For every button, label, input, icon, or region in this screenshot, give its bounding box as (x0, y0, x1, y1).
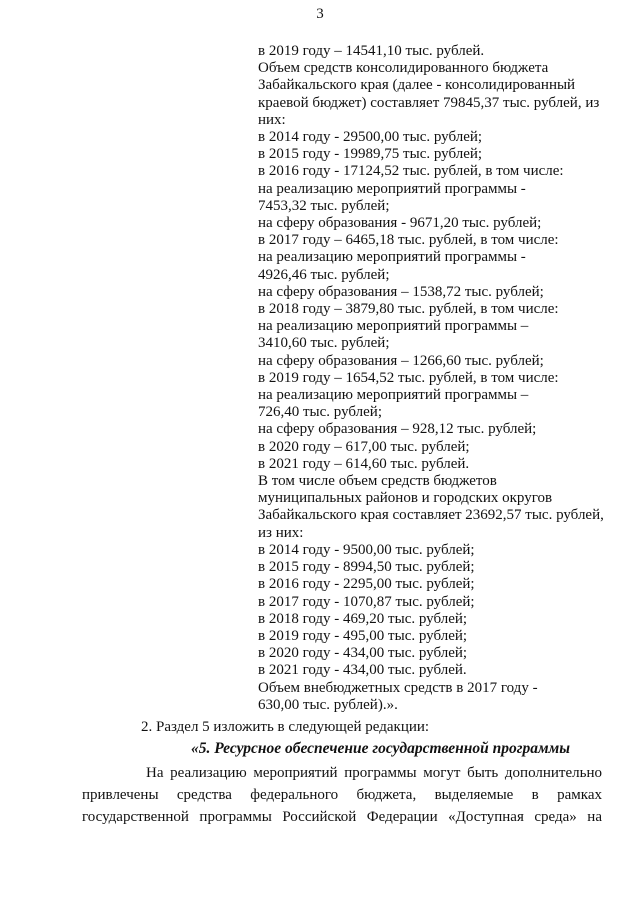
budget-line: в 2017 году - 1070,87 тыс. рублей; (258, 593, 475, 610)
budget-line: 3410,60 тыс. рублей; (258, 335, 390, 352)
budget-list (258, 43, 610, 714)
budget-line: в 2020 году - 434,00 тыс. рублей; (258, 645, 468, 662)
budget-line: 7453,32 тыс. рублей; (258, 197, 390, 214)
budget-line: в 2019 году – 14541,10 тыс. рублей. (258, 43, 485, 59)
budget-line: в 2014 году - 9500,00 тыс. рублей; (258, 541, 475, 558)
budget-line: на реализацию мероприятий программы – (258, 387, 529, 404)
budget-line: в 2014 году - 29500,00 тыс. рублей; (258, 129, 483, 146)
section-heading: «5. Ресурсное обеспечение государственной программы (191, 740, 570, 757)
section-intro: 2. Раздел 5 изложить в следующей редакции: (141, 719, 430, 735)
paragraph-line: На реализацию мероприятий программы могут быть дополнительно (146, 765, 602, 781)
budget-line: 726,40 тыс. рублей; (258, 404, 382, 421)
budget-line: Забайкальского края составляет 23692,57 тыс. рублей, (258, 507, 604, 524)
budget-line: в 2018 году - 469,20 тыс. рублей; (258, 610, 468, 627)
budget-line: Объем средств консолидированного бюджета (258, 60, 549, 77)
budget-line: на реализацию мероприятий программы - (258, 180, 526, 197)
budget-line: муниципальных районов и городских округов (258, 490, 553, 507)
budget-line: 4926,46 тыс. рублей; (258, 266, 390, 283)
budget-line: в 2019 году - 495,00 тыс. рублей; (258, 627, 468, 644)
budget-line: в 2018 году – 3879,80 тыс. рублей, в том числе: (258, 301, 559, 318)
budget-line: на реализацию мероприятий программы – (258, 318, 529, 335)
budget-line: Забайкальского края (далее - консолидированный (258, 77, 576, 94)
budget-line: в 2016 году - 2295,00 тыс. рублей; (258, 576, 475, 593)
budget-line: Объем внебюджетных средств в 2017 году - (258, 679, 538, 696)
budget-line: на сферу образования – 928,12 тыс. рублей; (258, 421, 537, 438)
paragraph-line: государственной программы Российской Федерации «Доступная среда» на (82, 809, 602, 825)
budget-line: в 2016 году - 17124,52 тыс. рублей, в том числе: (258, 163, 564, 180)
budget-line: в 2020 году – 617,00 тыс. рублей; (258, 438, 470, 455)
body-paragraph (82, 762, 602, 828)
budget-line: в 2021 году – 614,60 тыс. рублей. (258, 455, 470, 472)
budget-line: в 2015 году - 19989,75 тыс. рублей; (258, 146, 483, 163)
page-number: 3 (316, 6, 324, 22)
budget-line: из них: (258, 524, 304, 541)
budget-line: на сферу образования – 1266,60 тыс. рублей; (258, 352, 544, 369)
budget-line: них: (258, 111, 286, 128)
budget-line: в 2021 году - 434,00 тыс. рублей. (258, 662, 467, 679)
budget-line: на сферу образования – 1538,72 тыс. рублей; (258, 283, 544, 300)
budget-line: В том числе объем средств бюджетов (258, 473, 497, 490)
budget-line: в 2019 году – 1654,52 тыс. рублей, в том числе: (258, 369, 559, 386)
budget-line: на сферу образования - 9671,20 тыс. рублей; (258, 215, 542, 232)
budget-line: краевой бюджет) составляет 79845,37 тыс. рублей, из (258, 94, 600, 111)
budget-line: на реализацию мероприятий программы - (258, 249, 526, 266)
budget-line: в 2015 году - 8994,50 тыс. рублей; (258, 559, 475, 576)
budget-line: в 2017 году – 6465,18 тыс. рублей, в том числе: (258, 232, 559, 249)
paragraph-line: привлечены средства федерального бюджета, выделяемые в рамках (82, 787, 602, 803)
budget-line: 630,00 тыс. рублей).». (258, 696, 398, 713)
